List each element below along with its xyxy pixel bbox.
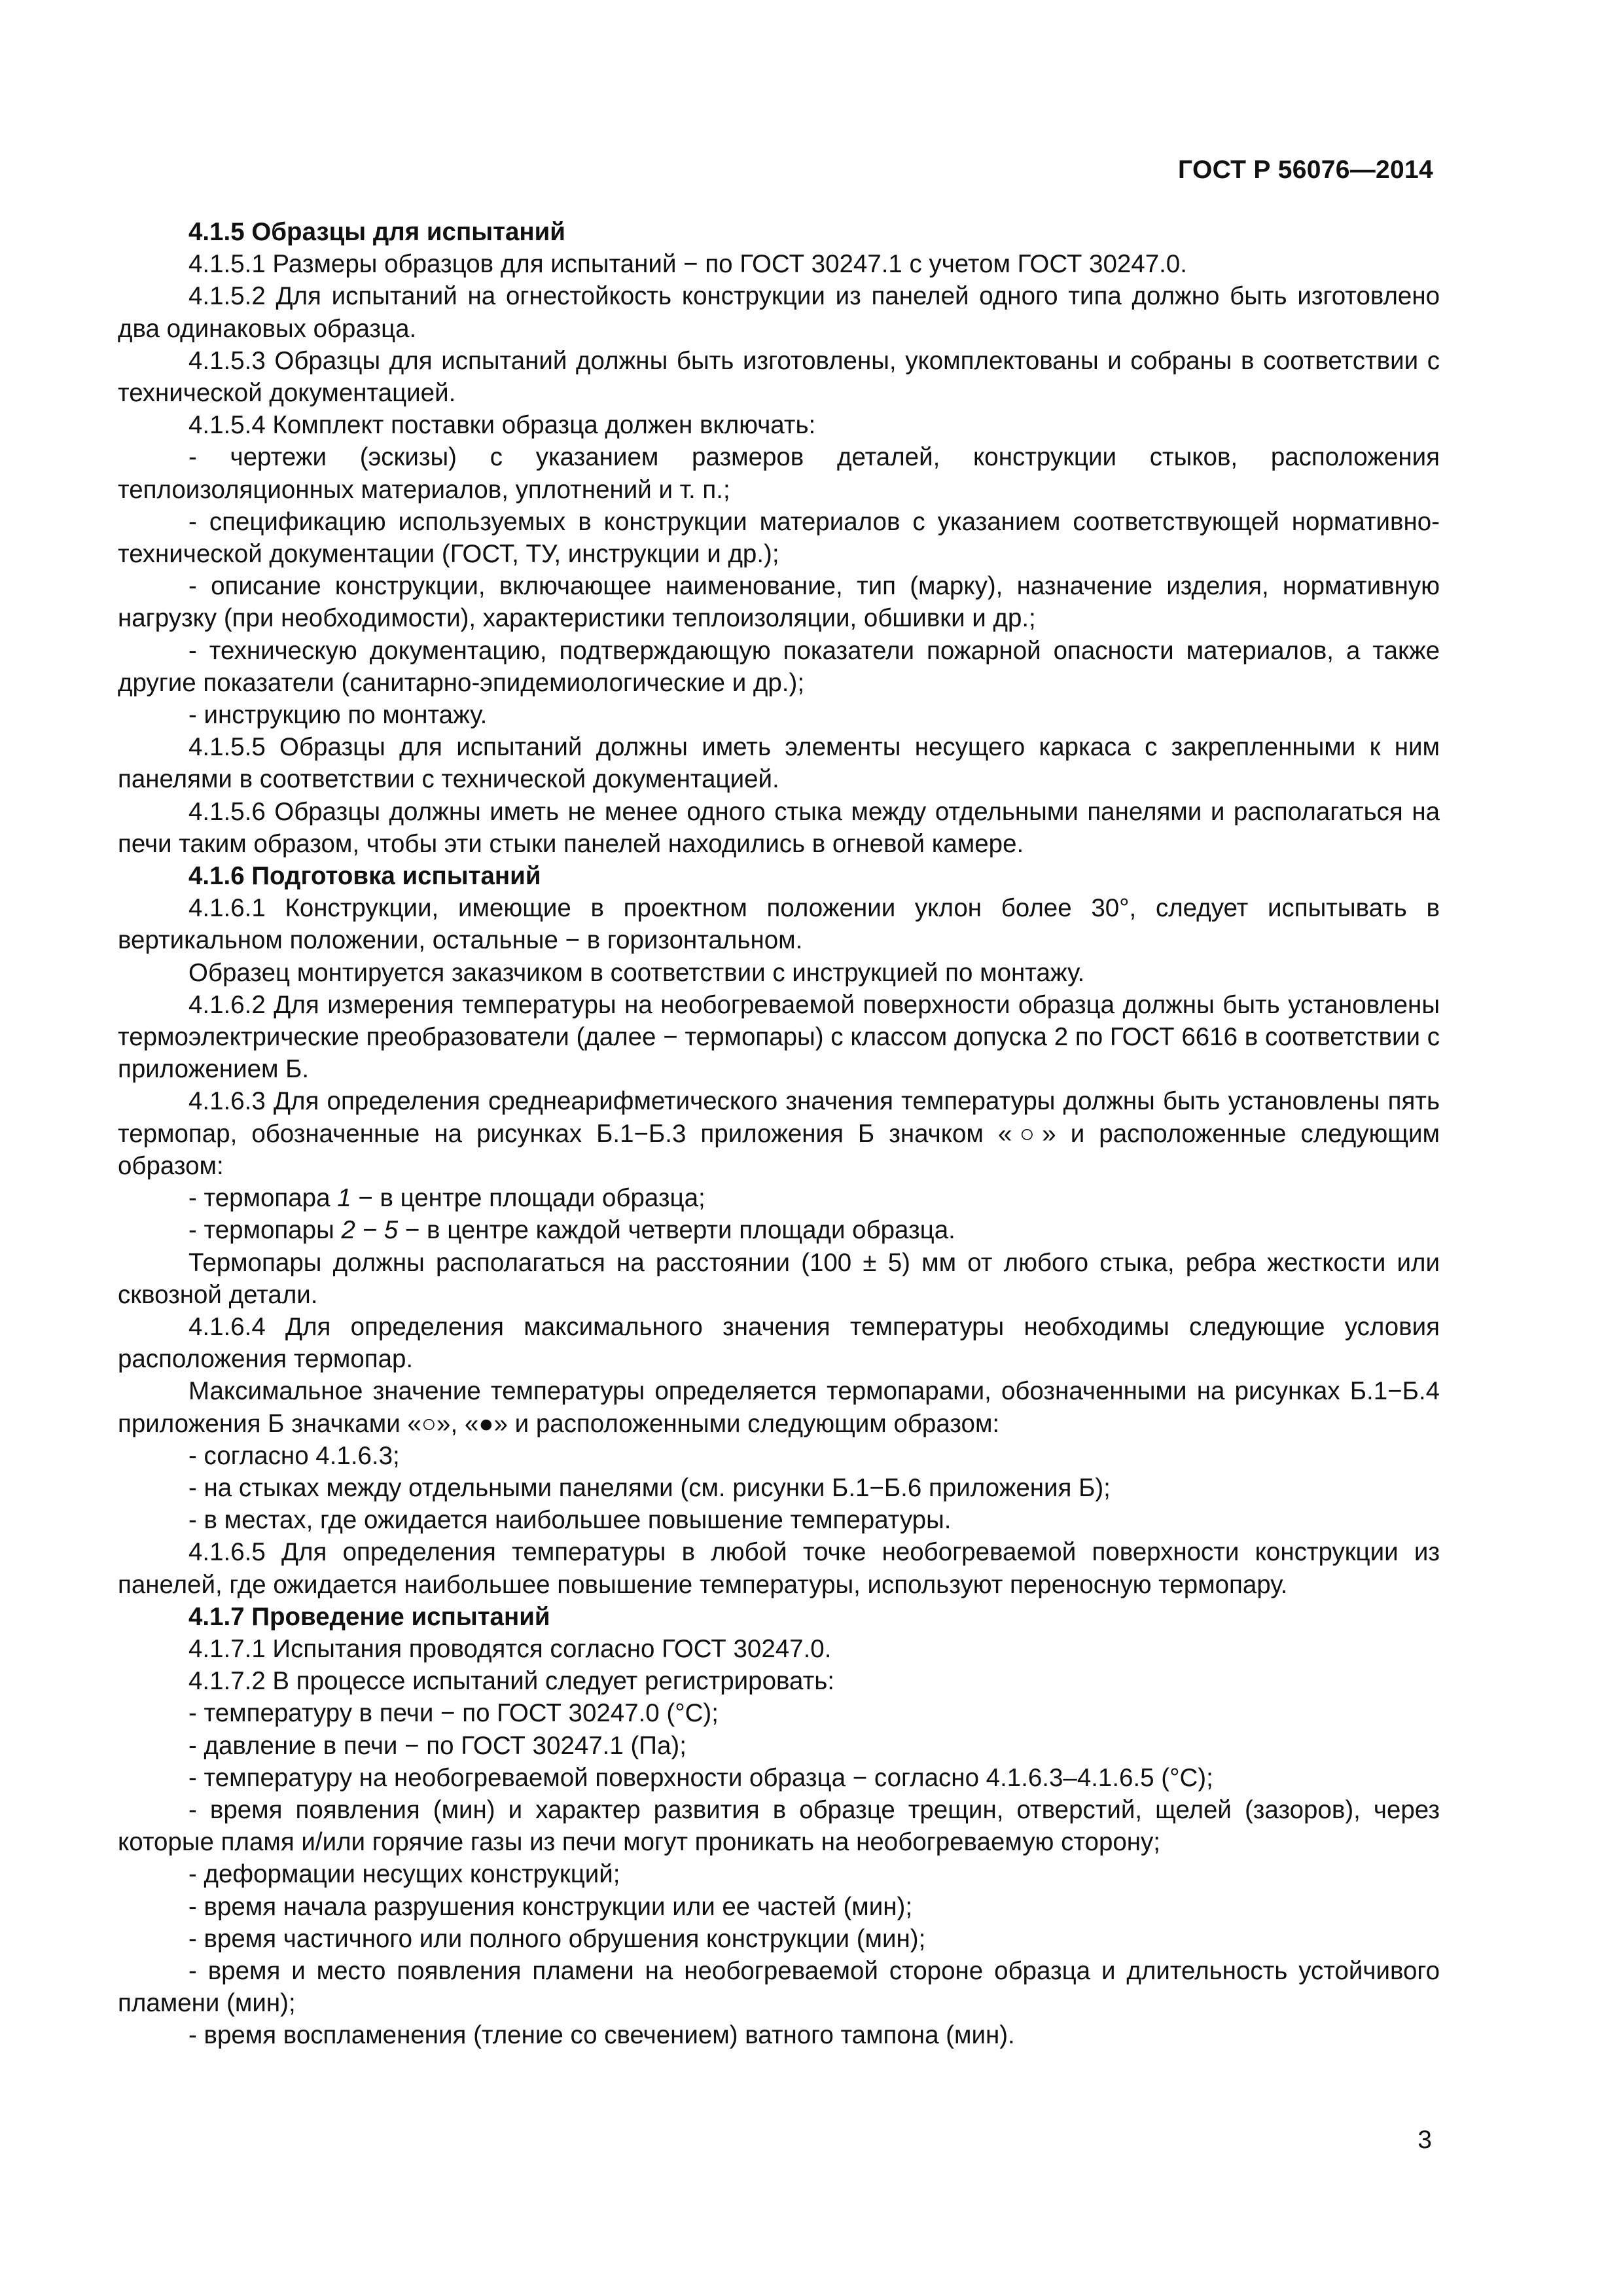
list-item: - деформации несущих конструкций; — [188, 1860, 620, 1889]
paragraph: 4.1.6.4 Для определения максимального значения температуры необходимы следующие условия расположения термопар. — [118, 1312, 1440, 1374]
section-heading-4-1-7: 4.1.7 Проведение испытаний — [188, 1602, 550, 1631]
list-item: - время начала разрушения конструкции или ее частей (мин); — [188, 1892, 913, 1921]
document-code-header: ГОСТ Р 56076—2014 — [1178, 156, 1433, 184]
list-item — [118, 1214, 1440, 1246]
list-item: - давление в печи − по ГОСТ 30247.1 (Па); — [188, 1731, 687, 1760]
paragraph: Термопары должны располагаться на расстоянии (100 ± 5) мм от любого стыка, ребра жесткости или сквозной детали. — [118, 1248, 1440, 1309]
list-item: - на стыках между отдельными панелями (см. рисунки Б.1−Б.6 приложения Б); — [188, 1473, 1111, 1502]
list-item: - чертежи (эскизы) с указанием размеров деталей, конструкции стыков, расположения теплоизоляционных материалов, уплотнений и т. п.; — [118, 443, 1440, 504]
paragraph: 4.1.5.4 Комплект поставки образца должен включать: — [188, 411, 816, 440]
list-item: - температуру в печи − по ГОСТ 30247.0 (°С); — [188, 1699, 719, 1728]
paragraph: Максимальное значение температуры определяется термопарами, обозначенными на рисунках Б.1−Б.4 приложения Б значками «○», «●» и расположенными следующим образом: — [118, 1377, 1440, 1438]
list-item: - техническую документацию, подтверждающую показатели пожарной опасности материалов, а также другие показатели (санитарно-эпидемиологические и др.); — [118, 636, 1440, 697]
list-item-text: − в центре каждой четверти площади образца. — [398, 1216, 955, 1245]
section-heading-4-1-6: 4.1.6 Подготовка испытаний — [188, 862, 541, 891]
document-body — [118, 216, 1440, 2052]
paragraph: 4.1.6.3 Для определения среднеарифметического значения температуры должны быть установлены пять термопар, обозначенные на рисунках Б.1−Б.3 приложения Б значком «○» и расположенные следующим образом: — [118, 1087, 1440, 1180]
paragraph: 4.1.5.5 Образцы для испытаний должны иметь элементы несущего каркаса с закрепленными к ним панелями в соответствии с технической документацией. — [118, 733, 1440, 794]
list-item: - время и место появления пламени на необогреваемой стороне образца и длительность устойчивого пламени (мин); — [118, 1956, 1440, 2018]
list-item: - температуру на необогреваемой поверхности образца − согласно 4.1.6.3–4.1.6.5 (°С); — [188, 1763, 1213, 1792]
thermocouple-number: 1 — [337, 1184, 351, 1213]
paragraph: 4.1.6.1 Конструкции, имеющие в проектном положении уклон более 30°, следует испытывать в вертикальном положении, остальные − в горизонтальном. — [118, 894, 1440, 955]
paragraph: Образец монтируется заказчиком в соответствии с инструкцией по монтажу. — [188, 958, 1085, 987]
list-item: - согласно 4.1.6.3; — [188, 1441, 400, 1470]
list-item: - время воспламенения (тление со свечением) ватного тампона (мин). — [188, 2021, 1015, 2050]
paragraph: 4.1.7.2 В процессе испытаний следует регистрировать: — [188, 1667, 834, 1696]
list-item: - время частичного или полного обрушения конструкции (мин); — [188, 1924, 926, 1953]
thermocouple-number: 2 − 5 — [341, 1216, 399, 1245]
list-item-text: - термопары — [188, 1216, 342, 1245]
paragraph: 4.1.6.2 Для измерения температуры на необогреваемой поверхности образца должны быть установлены термоэлектрические преобразователи (далее − термопары) с классом допуска 2 по ГОСТ 6616 в соответствии с приложением Б. — [118, 990, 1440, 1084]
page-number: 3 — [1418, 2126, 1432, 2154]
paragraph: 4.1.6.5 Для определения температуры в любой точке необогреваемой поверхности конструкции из панелей, где ожидается наибольшее повышение температуры, используют переносную термопару. — [118, 1538, 1440, 1599]
list-item-text: - термопара — [188, 1184, 338, 1213]
list-item-text: − в центре площади образца; — [351, 1184, 705, 1213]
list-item: - описание конструкции, включающее наименование, тип (марку), назначение изделия, нормативную нагрузку (при необходимости), характеристики теплоизоляции, обшивки и др.; — [118, 572, 1440, 633]
list-item: - инструкцию по монтажу. — [188, 701, 488, 730]
paragraph: 4.1.7.1 Испытания проводятся согласно ГОСТ 30247.0. — [188, 1634, 832, 1663]
paragraph: 4.1.5.3 Образцы для испытаний должны быть изготовлены, укомплектованы и собраны в соответствии с технической документацией. — [118, 346, 1440, 408]
section-heading-4-1-5: 4.1.5 Образцы для испытаний — [188, 218, 565, 246]
paragraph: 4.1.5.6 Образцы должны иметь не менее одного стыка между отдельными панелями и располагаться на печи таким образом, чтобы эти стыки панелей находились в огневой камере. — [118, 797, 1440, 858]
paragraph: 4.1.5.1 Размеры образцов для испытаний − по ГОСТ 30247.1 с учетом ГОСТ 30247.0. — [188, 250, 1187, 279]
paragraph: 4.1.5.2 Для испытаний на огнестойкость конструкции из панелей одного типа должно быть изготовлено два одинаковых образца. — [118, 282, 1440, 343]
list-item — [118, 1182, 1440, 1214]
list-item: - в местах, где ожидается наибольшее повышение температуры. — [188, 1506, 952, 1535]
list-item: - время появления (мин) и характер развития в образце трещин, отверстий, щелей (зазоров), через которые пламя и/или горячие газы из печи могут проникать на необогреваемую сторону; — [118, 1795, 1440, 1857]
list-item: - спецификацию используемых в конструкции материалов с указанием соответствующей нормативно-технической документации (ГОСТ, ТУ, инструкции и др.); — [118, 507, 1440, 569]
